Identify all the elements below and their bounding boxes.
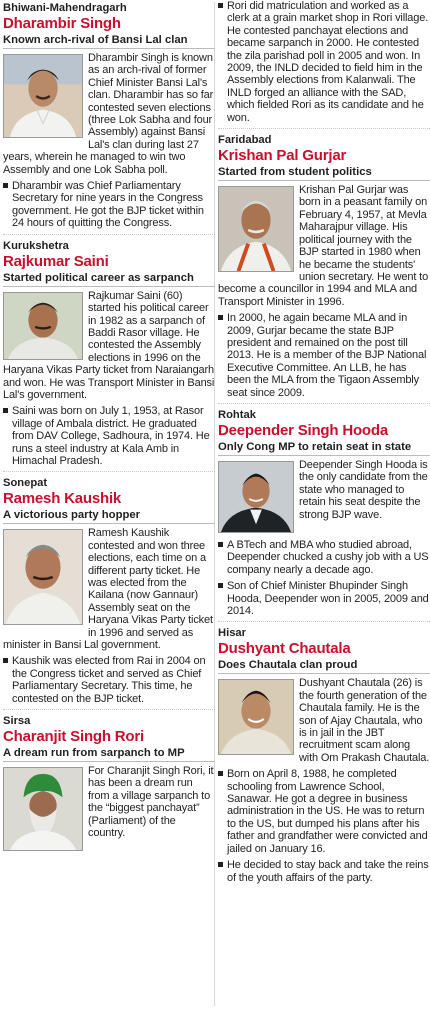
profile-body <box>218 677 430 764</box>
rori-continued-bullets <box>218 0 430 124</box>
candidate-tagline: Does Chautala clan proud <box>218 658 430 674</box>
candidate-name: Dushyant Chautala <box>218 640 351 658</box>
candidate-tagline: A victorious party hopper <box>3 508 215 524</box>
bullet-item: Born on April 8, 1988, he completed schooling from Lawrence School, Sanawar. He got a degree in business administration in the US. He was to return to the US, but dumped his plans after his father and grandfather were convicted and jailed on January 16. <box>218 768 430 855</box>
candidate-name: Dharambir Singh <box>3 15 121 32</box>
profile-bullets <box>3 655 215 705</box>
constituency-label: Sirsa <box>3 715 31 728</box>
right-column <box>218 0 430 884</box>
candidate-photo <box>3 767 83 851</box>
candidate-name: Rajkumar Saini <box>3 252 109 270</box>
candidate-photo <box>218 461 294 533</box>
constituency-label: Faridabad <box>218 134 272 147</box>
section-divider <box>218 128 430 129</box>
section-divider <box>3 471 215 472</box>
profile-intro-text: Ramesh Kaushik contested and won three elections, each time on a different party ticket. He was elected from the Kailana (now Gannaur) Assembly seat on the Haryana Vikas Party ticket in 1996 and served as minister in Bansi Lal government. <box>3 527 213 652</box>
candidate-name: Krishan Pal Gurjar <box>218 147 347 165</box>
bullet-item: A BTech and MBA who studied abroad, Deepender chucked a cushy job with a US company nearly a decade ago. <box>218 539 430 576</box>
constituency-label: Sonepat <box>3 477 48 490</box>
constituency-label: Bhiwani-Mahendragarh <box>3 2 127 14</box>
profile-body <box>3 290 215 402</box>
candidate-tagline: A dream run from sarpanch to MP <box>3 746 215 762</box>
profile-deepender-singh-hooda <box>218 406 430 617</box>
candidate-tagline: Started political career as sarpanch <box>3 271 215 287</box>
profile-bullets <box>218 312 430 399</box>
bullet-item: Son of Chief Minister Bhupinder Singh Hooda, Deepender won in 2005, 2009 and 2014. <box>218 580 430 617</box>
candidate-name: Charanjit Singh Rori <box>3 728 145 746</box>
profile-body <box>3 527 215 651</box>
bullet-item: Rori did matriculation and worked as a clerk at a grain market shop in Rori village. He contested panchayat elections and became sarpanch in 2000. He contested the zila parishad poll in 2005 and won. In 2009, the INLD decided to field him in the Assembly elections from Kalanwali. The INLD forged an alliance with the SAD, which fielded Rori as its candidate and he won. <box>218 0 430 124</box>
bullet-item: In 2000, he again became MLA and in 2009, Gurjar became the state BJP president and remained on the post till 2013. He is a member of the BJP National Executive Committee. An LLB, he has been the MLA from the Tigaon Assembly seat since 2009. <box>218 312 430 399</box>
candidate-photo <box>3 529 83 625</box>
profile-intro-text: Deepender Singh Hooda is the only candidate from the state who managed to retain his seat despite the strong BJP wave. <box>299 458 428 521</box>
profile-intro-text: Rajkumar Saini (60) started his political career in 1982 as a sarpanch of Baddi Rasor village. He contested the Assembly elections in 1996 on the Haryana Vikas Party ticket from Naraiangarh and won. He was Transport Minister in Bansi Lal's government. <box>3 289 215 401</box>
profile-intro-text: For Charanjit Singh Rori, it has been a dream run from a village sarpanch to the “biggest panchayat” (Parliament) of the country. <box>88 765 214 840</box>
bullet-item: Saini was born on July 1, 1953, at Rasor village of Ambala district. He graduated from DAV College, Sadhoura, in 1974. He runs a steel industry at Kala Amb in Himachal Pradesh. <box>3 405 215 467</box>
profile-intro-text: Dharambir Singh is known as an arch-rival of former Chief Minister Bansi Lal's clan. Dharambir has so far contested seven elections (three Lok Sabha and four Assembly) against Bansi Lal's clan during last 27 years, wherein he managed to win two Assembly and one Lok Sabha poll. <box>3 52 214 176</box>
profile-charanjit-singh-rori <box>3 712 215 853</box>
candidate-tagline: Only Cong MP to retain seat in state <box>218 440 430 456</box>
candidate-photo <box>3 54 83 138</box>
profile-intro-text: Krishan Pal Gurjar was born in a peasant family on February 4, 1957, at Mevla Maharajpur village. His political journey with the BJP started in 1980 when he became the students' union secretary. He went to become a councillor in 1994 and MLA and Transport Minister in 1996. <box>218 184 429 308</box>
candidate-tagline: Known arch-rival of Bansi Lal clan <box>3 33 215 49</box>
profile-rajkumar-saini <box>3 237 215 468</box>
candidate-photo <box>3 292 83 360</box>
profile-body <box>3 765 215 853</box>
profile-body <box>218 459 430 535</box>
candidate-tagline: Started from student politics <box>218 165 430 181</box>
constituency-label: Kurukshetra <box>3 239 69 252</box>
candidate-name: Deepender Singh Hooda <box>218 421 388 439</box>
profile-body <box>218 184 430 308</box>
profile-body <box>3 52 215 176</box>
profile-bullets <box>218 768 430 884</box>
section-divider <box>3 709 215 710</box>
left-column <box>3 0 215 853</box>
profile-krishan-pal-gurjar <box>218 131 430 399</box>
bullet-item: Dharambir was Chief Parliamentary Secretary for nine years in the Congress government. He got the BJP ticket within 24 hours of quitting the Congress. <box>3 180 215 230</box>
profile-ramesh-kaushik <box>3 474 215 705</box>
profile-bullets <box>3 405 215 467</box>
profile-dharambir-singh <box>3 0 215 230</box>
section-divider <box>218 621 430 622</box>
section-divider <box>3 234 215 235</box>
candidate-name: Ramesh Kaushik <box>3 490 122 508</box>
constituency-label: Rohtak <box>218 408 256 421</box>
candidate-photo <box>218 186 294 272</box>
candidate-photo <box>218 679 294 755</box>
profile-dushyant-chautala <box>218 624 430 884</box>
profile-intro-text: Dushyant Chautala (26) is the fourth generation of the Chautala family. He is the son of Ajay Chautala, who is in jail in the JBT recruitment scam along with Om Prakash Chautala. <box>299 677 430 764</box>
profile-bullets <box>3 180 215 230</box>
profile-bullets <box>218 539 430 617</box>
bullet-item: Kaushik was elected from Rai in 2004 on the Congress ticket and served as Chief Parliamentary Secretary. This time, he contested on the BJP ticket. <box>3 655 215 705</box>
section-divider <box>218 403 430 404</box>
bullet-item: He decided to stay back and take the reins of the youth affairs of the party. <box>218 859 430 884</box>
constituency-label: Hisar <box>218 627 246 640</box>
